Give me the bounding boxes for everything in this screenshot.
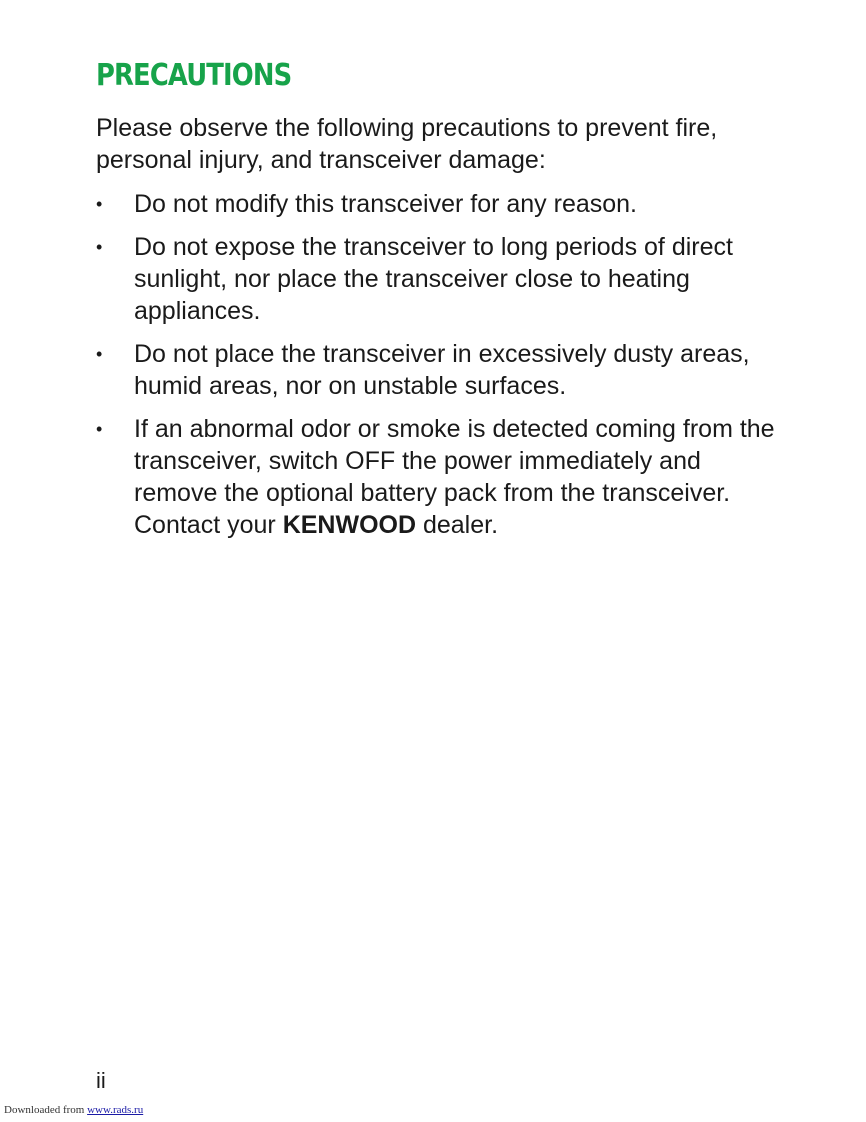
bullet-icon: • — [96, 419, 103, 439]
page-number: ii — [96, 1068, 106, 1093]
list-item — [96, 188, 786, 220]
list-item-text: If an abnormal odor or smoke is detected coming from the transceiver, switch OFF the power immediately and remove the optional battery pack from the transceiver. Contact your — [134, 415, 775, 539]
list-item-text: Do not expose the transceiver to long periods of direct sunlight, nor place the transceiver close to heating appliances. — [134, 233, 733, 325]
list-item — [96, 413, 786, 541]
download-prefix: Downloaded from — [4, 1104, 88, 1116]
brand-name: KENWOOD — [282, 511, 417, 539]
list-item-text: Do not modify this transceiver for any reason. — [134, 190, 638, 218]
bullet-icon: • — [96, 344, 103, 364]
page-title: PRECAUTIONS — [96, 58, 292, 93]
list-item-text: Do not place the transceiver in excessively dusty areas, humid areas, nor on unstable surfaces. — [134, 340, 750, 400]
download-link[interactable]: www.rads.ru — [87, 1104, 144, 1116]
bullet-icon: • — [96, 194, 103, 214]
bullet-icon: • — [96, 237, 103, 257]
list-item-suffix: dealer. — [416, 511, 499, 539]
list-item — [96, 338, 786, 402]
precautions-list — [96, 188, 786, 552]
intro-paragraph: Please observe the following precautions to prevent fire, personal injury, and transceiver damage: — [96, 114, 718, 174]
list-item — [96, 231, 786, 327]
download-note — [4, 1103, 187, 1117]
